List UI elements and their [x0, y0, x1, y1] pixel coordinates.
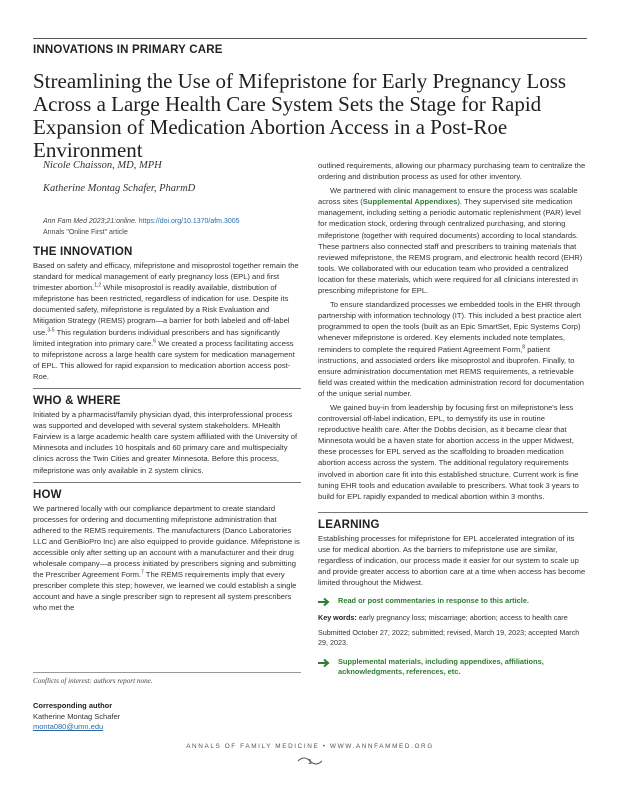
how-heading: HOW — [33, 488, 62, 501]
buy-in-paragraph: We gained buy-in from leadership by focusing first on mifepristone's less controversial off-label indication, EPL, to demystify its use in routine reproductive health care. After the Dobbs decision, as it became clear that Minnesota would be a haven state for abortion access in the upper Midwest, these processes for EPL served as the scaffolding to broaden medication abortion access across the system. The additional regulatory requirements involved in abortion care fit into this established structure. Current work is fine tuning EHR tools and education available to prescribers. What took 3 years to build for EPL rapidly expanded to medical abortion within 3 months. — [318, 402, 579, 501]
keywords: Key words: early pregnancy loss; miscarriage; abortion; access to health care — [318, 613, 568, 623]
who-heading: WHO & WHERE — [33, 395, 121, 408]
arrow-right-icon — [318, 658, 332, 668]
divider — [318, 512, 588, 513]
supplemental-paragraph: We partnered with clinic management to ensure the process was scalable across sites (Supplemental Appendixes). They supervised site medication management, including setting a periodic automatic replenishment (PAR) level for medication stock, ordering through centralized purchasing, and storing mifepristone (together with required documents) according to local standards. These partners also connected staff and prescribers to training materials that reviewed mifepristone, the REMS program, and electronic health record (EHR) tools. We collaborated with our education team who provided a centralized location for these materials, which were required for all clinicians interested in prescribing mifepristone for EPL. — [318, 186, 583, 296]
arrow-right-icon — [318, 597, 332, 607]
top-rule — [33, 38, 587, 39]
innovation-text: Based on safety and efficacy, mifepristone and misoprostol together remain the standard for medical management of early pregnancy loss (EPL) and first trimester abortion.$^{1,2}$ While misoprostol is readily available, distribution of mifepristone has been restricted, regardless of indication for use. Despite its documented safety, mifepristone is regulated by a Risk Evaluation and Mitigation Strategy (REMS) program—a barrier for both labeled and off-label use.$^{3-5}$ This regulation burdens individual prescribers and has significantly limited integration into primary care.$^6$ We created a process facilitating access to mifepristone across a large health care system for medication management of EPL. This allowed for rapid expansion to medication abortion access post-Roe. — [33, 261, 299, 381]
who-text: Initiated by a pharmacist/family physician dyad, this interprofessional process was supported and developed with several system stakeholders. MHealth Fairview is a large academic health care system affiliated with the University of Minnesota and includes 10 hospitals and 60 primary care and multispecialty clinics across the Twin Cities and greater Minnesota. Before this process, mifepristone was only available in 2 system clinics. — [33, 410, 298, 475]
article-title: Streamlining the Use of Mifepristone for Early Pregnancy Loss Across a Large Health Care System Sets the Stage for Rapid Expansion of Medication Abortion Access in a Post-Roe Environment — [33, 69, 567, 162]
page-number-ornament-icon — [296, 755, 324, 767]
how-text: We partnered locally with our compliance department to create standard processes for ordering and documenting mifepristone administration that adhered to the REMS requirements. The manufacturers (Danco Laboratories LLC and GenBioPro Inc) are also equipped to provide guidance. Mifepristone is accessible only after setting up an account with a manufacturer and their drug wholesale company—a process initiated by prescribers signing and submitting the Prescriber Agreement Form.$^7$ The REMS requirements imply that every prescriber complete this step; however, we learned we could establish a single account and have a single prescriber sign to represent all system prescribers who met the — [33, 503, 300, 613]
submission-dates: Submitted October 27, 2022; submitted; revised, March 19, 2023; accepted March 29, 2023. — [318, 627, 580, 648]
divider — [33, 388, 301, 389]
online-first-note: Annals "Online First" article — [43, 229, 128, 236]
citation — [43, 216, 301, 227]
divider — [33, 482, 301, 483]
conflicts-note: Conflicts of interest: authors report none. — [33, 677, 153, 685]
correspondence-label: Corresponding author — [33, 701, 113, 710]
conflicts-rule — [33, 672, 301, 673]
correspondence — [33, 701, 301, 733]
innovation-heading: THE INNOVATION — [33, 246, 133, 258]
how-continued-text: outlined requirements, allowing our pharmacy purchasing team to centralize the ordering and distribution process as used for other inventory. — [318, 161, 586, 182]
ehr-paragraph: To ensure standardized processes we embedded tools in the EHR through partnership with information technology (IT). This included a best practice alert programmed to open the tools (built as an Epic SmartSet, Epic Systems Corp) whenever mifepristone is ordered. Key elements included note templates, reminders to complete the required Patient Agreement Form,$^8$ patient instructions, and associated orders like misoprostol and ibuprofen. Finally, to ensure administration documentation met REMS requirements, a retrievable field was created within the medication administration record for documentation of the unique serial number. — [318, 300, 584, 398]
section-label: INNOVATIONS IN PRIMARY CARE — [33, 44, 223, 56]
commentary-link-row[interactable] — [318, 596, 588, 607]
page-number: 1 — [308, 759, 312, 766]
learning-text: Establishing processes for mifepristone for EPL accelerated integration of its use for medical abortion. As the barriers to mifepristone use are similar, regardless of indication, our process made it easier for our system to scale up and provide greater access to abortion care at a time when access has become limited throughout the Midwest. — [318, 533, 586, 588]
supplemental-link[interactable]: Supplemental materials, including appendixes, affiliations, acknowledgments, references, etc. — [338, 656, 544, 676]
learning-heading: LEARNING — [318, 518, 380, 531]
supplemental-link-row[interactable] — [318, 657, 588, 677]
footer-journal: ANNALS OF FAMILY MEDICINE • WWW.ANNFAMMED.ORG — [186, 743, 434, 750]
left-column — [33, 160, 301, 614]
right-column — [318, 160, 588, 677]
page-number-wrap — [0, 755, 620, 767]
author-1: Nicole Chaisson, MD, MPH — [43, 160, 162, 171]
citation-prefix: Ann Fam Med 2023;21:online. — [43, 218, 139, 225]
author-2: Katherine Montag Schafer, PharmD — [43, 183, 196, 194]
correspondence-name: Katherine Montag Schafer — [33, 711, 121, 721]
supplemental-appendixes-link[interactable]: Supplemental Appendixes — [362, 197, 458, 207]
correspondence-email[interactable]: monta080@umn.edu — [33, 722, 104, 731]
commentary-link[interactable]: Read or post commentaries in response to this article. — [338, 596, 529, 606]
doi-link[interactable]: https://doi.org/10.1370/afm.3005 — [138, 218, 240, 225]
